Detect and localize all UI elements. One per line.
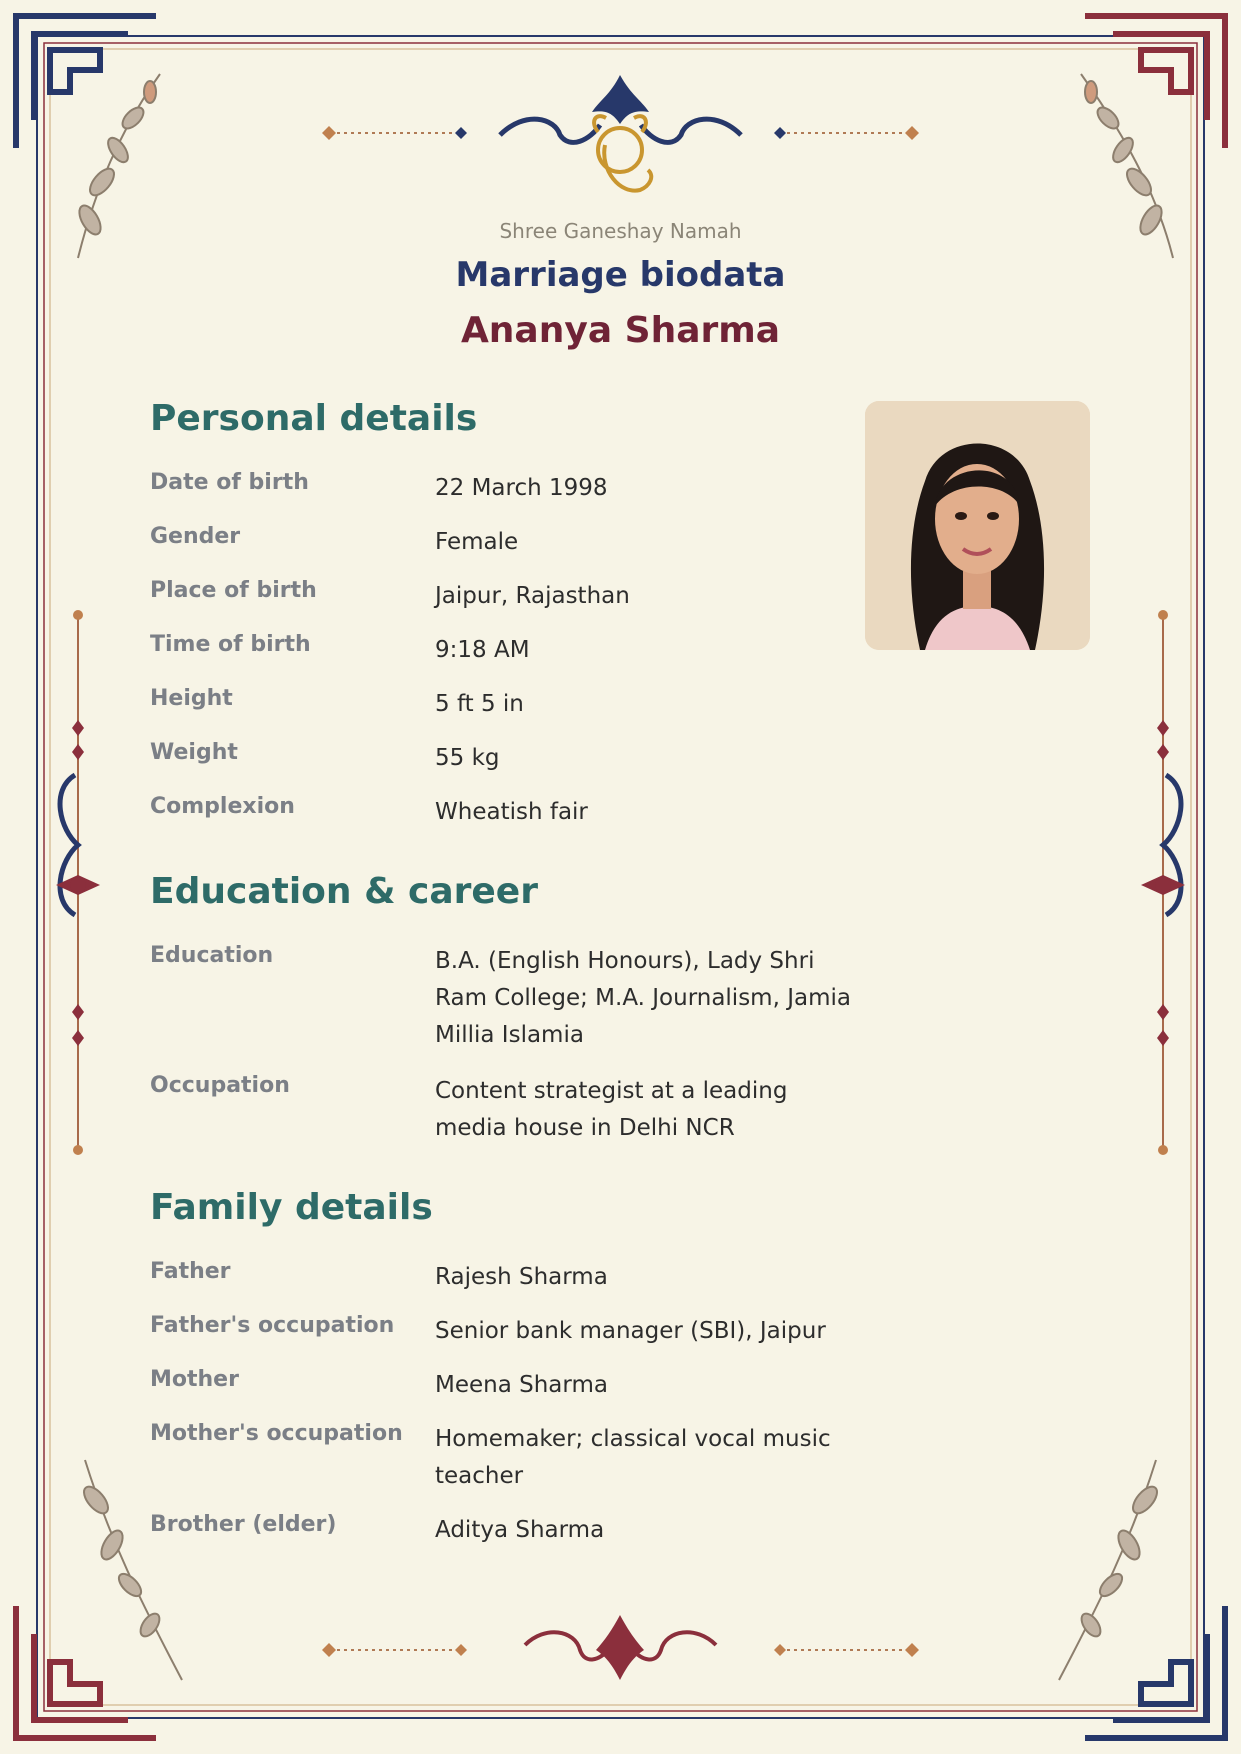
floral-sprig-icon xyxy=(80,1460,182,1680)
detail-value: Jaipur, Rajasthan xyxy=(435,583,630,609)
detail-value: Rajesh Sharma xyxy=(435,1264,608,1290)
education-career-heading: Education & career xyxy=(150,871,538,912)
detail-value: Wheatish fair xyxy=(435,799,588,825)
document-title: Marriage biodata xyxy=(455,255,786,295)
floral-sprig-icon xyxy=(1059,1460,1161,1680)
detail-value: 55 kg xyxy=(435,745,500,771)
scroll-ornament-icon xyxy=(56,610,100,1155)
detail-value: B.A. (English Honours), Lady Shri Ram College; M.A. Journalism, Jamia Millia Islamia xyxy=(435,948,851,1048)
portrait-image xyxy=(865,401,1090,650)
family-details-heading: Family details xyxy=(150,1187,433,1228)
detail-label: Mother's occupation xyxy=(150,1421,403,1446)
detail-value: Aditya Sharma xyxy=(435,1517,605,1543)
detail-label: Education xyxy=(150,943,274,968)
detail-value: 22 March 1998 xyxy=(435,475,608,501)
detail-label: Father xyxy=(150,1259,231,1284)
detail-label: Complexion xyxy=(150,794,295,819)
scroll-ornament-icon xyxy=(322,1615,919,1680)
detail-label: Mother xyxy=(150,1367,239,1392)
detail-label: Height xyxy=(150,686,233,711)
profile-photo xyxy=(865,401,1090,650)
detail-label: Place of birth xyxy=(150,578,317,603)
detail-label: Time of birth xyxy=(150,632,311,657)
detail-label: Brother (elder) xyxy=(150,1512,337,1537)
invocation-text: Shree Ganeshay Namah xyxy=(499,219,742,243)
detail-value: Female xyxy=(435,529,519,555)
scroll-ornament-icon xyxy=(1141,610,1185,1155)
detail-label: Father's occupation xyxy=(150,1313,395,1338)
detail-value: 9:18 AM xyxy=(435,637,530,663)
detail-label: Date of birth xyxy=(150,470,309,495)
detail-label: Weight xyxy=(150,740,238,765)
detail-value: Content strategist at a leading media house in Delhi NCR xyxy=(435,1078,788,1141)
detail-label: Occupation xyxy=(150,1073,290,1098)
personal-details-heading: Personal details xyxy=(150,398,478,439)
detail-value: 5 ft 5 in xyxy=(435,691,524,717)
person-name: Ananya Sharma xyxy=(460,310,781,351)
detail-value: Homemaker; classical vocal music teacher xyxy=(435,1426,831,1489)
detail-value: Meena Sharma xyxy=(435,1372,608,1398)
detail-value: Senior bank manager (SBI), Jaipur xyxy=(435,1318,826,1344)
scroll-ornament-icon xyxy=(322,75,919,142)
detail-label: Gender xyxy=(150,524,241,549)
